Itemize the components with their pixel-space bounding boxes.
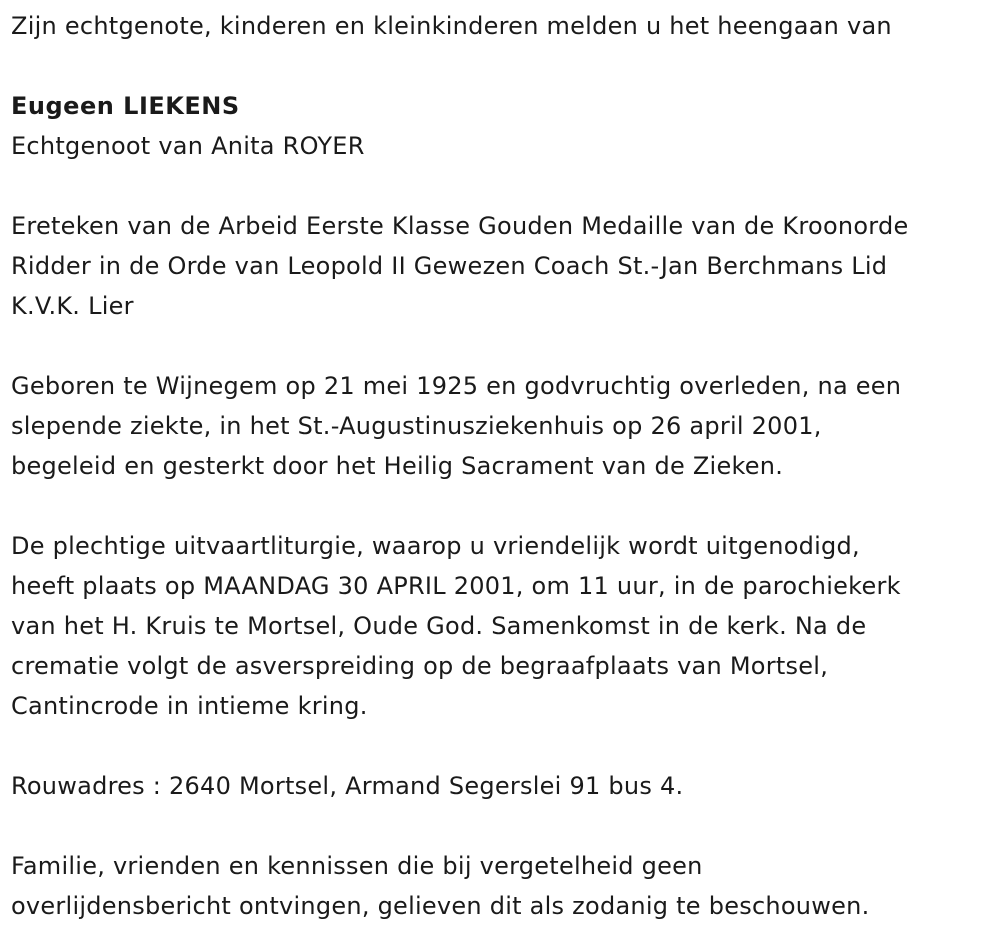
spacer	[11, 46, 1000, 86]
spacer	[11, 326, 1000, 366]
honors-line: Ridder in de Orde van Leopold II Gewezen Coach St.-Jan Berchmans Lid	[11, 252, 888, 280]
closing-paragraph	[11, 846, 1000, 926]
spacer	[11, 726, 1000, 766]
birth-death-line: slepende ziekte, in het St.-Augustinusziekenhuis op 26 april 2001,	[11, 412, 822, 440]
intro-text: Zijn echtgenote, kinderen en kleinkinderen melden u het heengaan van	[11, 12, 892, 40]
closing-line: Familie, vrienden en kennissen die bij vergetelheid geen	[11, 852, 703, 880]
birth-death-line: Geboren te Wijnegem op 21 mei 1925 en godvruchtig overleden, na een	[11, 372, 902, 400]
birth-death-line: begeleid en gesterkt door het Heilig Sacrament van de Zieken.	[11, 452, 784, 480]
spacer	[11, 486, 1000, 526]
address-text: Rouwadres : 2640 Mortsel, Armand Segerslei 91 bus 4.	[11, 772, 684, 800]
spacer	[11, 806, 1000, 846]
funeral-line: crematie volgt de asverspreiding op de begraafplaats van Mortsel,	[11, 652, 829, 680]
spacer	[11, 166, 1000, 206]
funeral-line: Cantincrode in intieme kring.	[11, 692, 368, 720]
spouse-text: Echtgenoot van Anita ROYER	[11, 132, 365, 160]
birth-death-paragraph	[11, 366, 1000, 486]
honors-paragraph	[11, 206, 1000, 326]
deceased-name: Eugeen LIEKENS	[11, 92, 240, 120]
funeral-line: De plechtige uitvaartliturgie, waarop u vriendelijk wordt uitgenodigd,	[11, 532, 860, 560]
honors-line: K.V.K. Lier	[11, 292, 134, 320]
funeral-paragraph	[11, 526, 1000, 726]
closing-line: overlijdensbericht ontvingen, gelieven dit als zodanig te beschouwen.	[11, 892, 870, 920]
funeral-line: van het H. Kruis te Mortsel, Oude God. Samenkomst in de kerk. Na de	[11, 612, 867, 640]
honors-line: Ereteken van de Arbeid Eerste Klasse Gouden Medaille van de Kroonorde	[11, 212, 909, 240]
funeral-line: heeft plaats op MAANDAG 30 APRIL 2001, om 11 uur, in de parochiekerk	[11, 572, 901, 600]
